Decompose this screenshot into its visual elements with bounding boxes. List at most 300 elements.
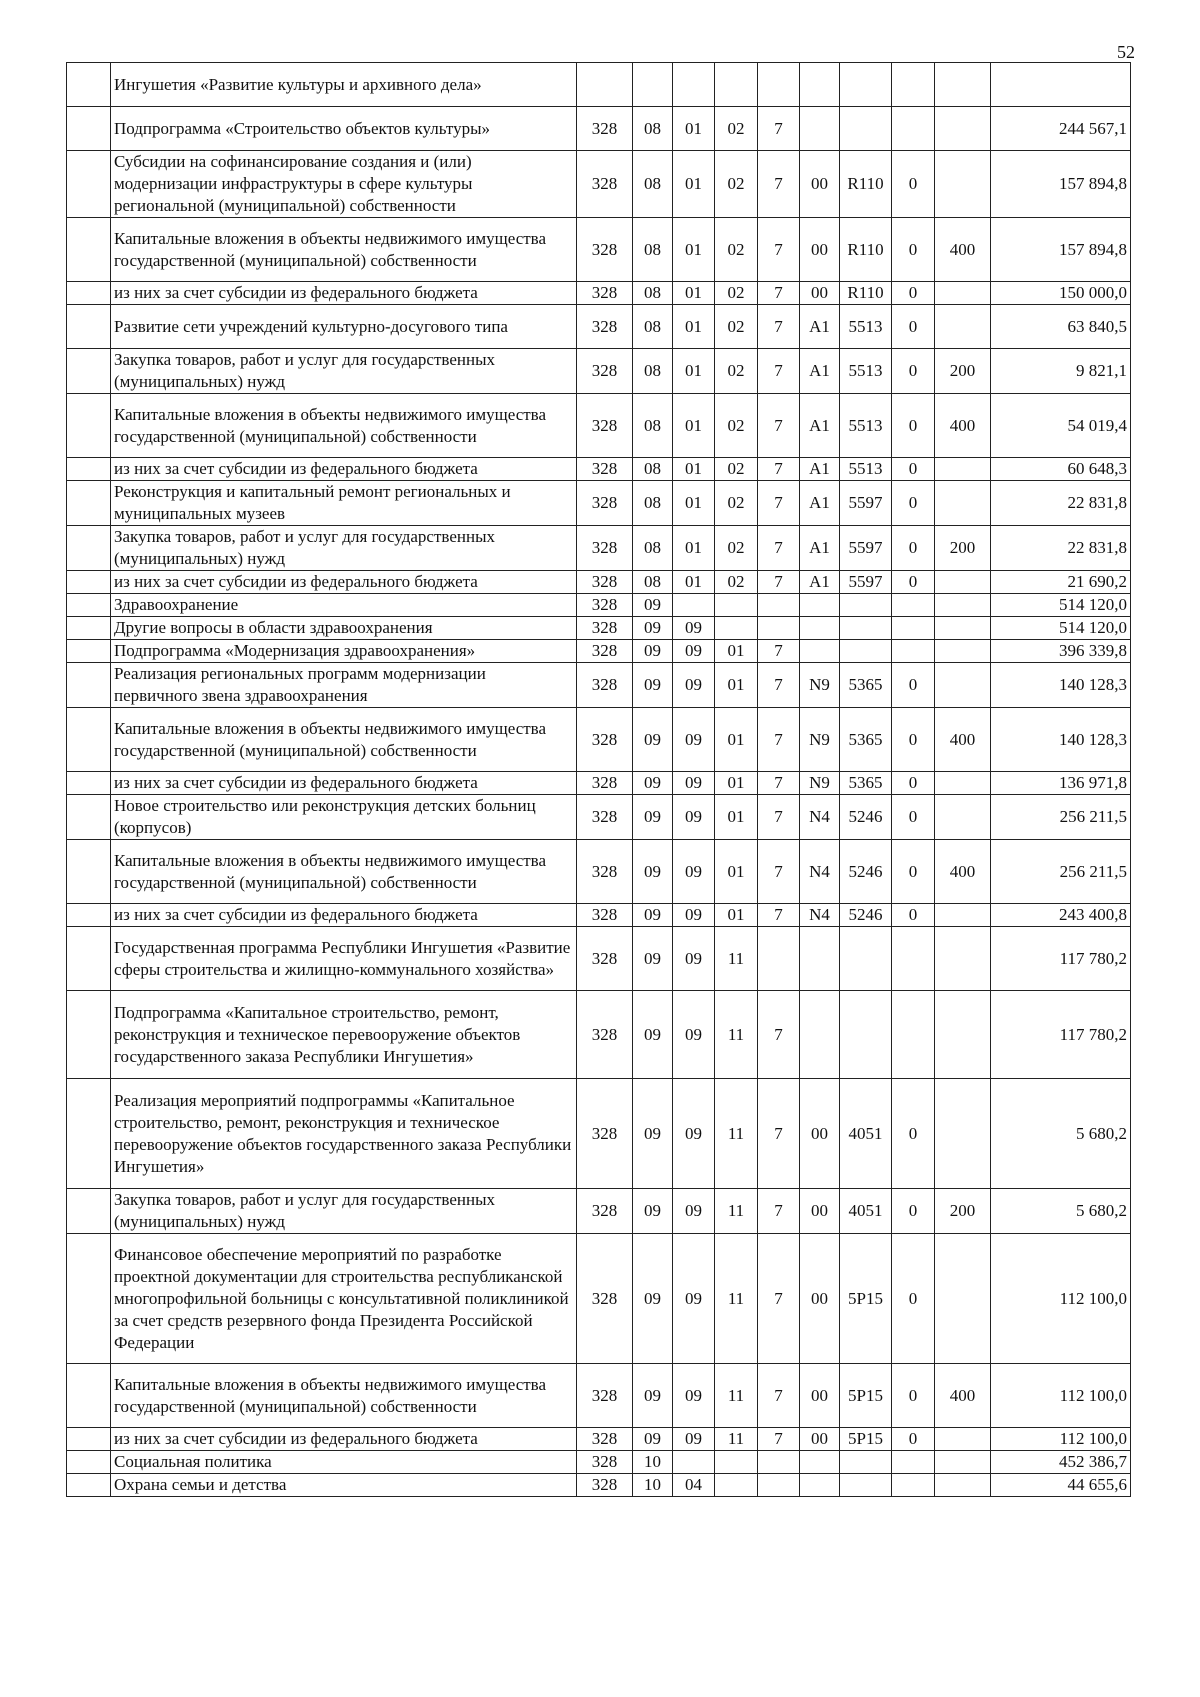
row-number-cell (67, 218, 111, 282)
amount-cell: 22 831,8 (991, 526, 1131, 571)
row-number-cell (67, 349, 111, 394)
amount-cell: 136 971,8 (991, 772, 1131, 795)
code-cell-c5: 7 (758, 481, 800, 526)
code-cell-c2: 09 (633, 840, 673, 904)
row-number-cell (67, 1234, 111, 1364)
row-number-cell (67, 1079, 111, 1189)
code-cell-c9 (935, 795, 991, 840)
code-cell-c5: 7 (758, 526, 800, 571)
code-cell-c4: 02 (715, 394, 758, 458)
code-cell-c1: 328 (577, 305, 633, 349)
code-cell-c2: 10 (633, 1474, 673, 1497)
description-cell: Охрана семьи и детства (111, 1474, 577, 1497)
code-cell-c2: 08 (633, 394, 673, 458)
amount-cell: 5 680,2 (991, 1079, 1131, 1189)
code-cell-c2: 10 (633, 1451, 673, 1474)
code-cell-c6: N4 (800, 904, 840, 927)
code-cell-c2: 09 (633, 617, 673, 640)
code-cell-c9 (935, 904, 991, 927)
description-cell: Реализация региональных программ модернизации первичного звена здравоохранения (111, 663, 577, 708)
code-cell-c6: A1 (800, 458, 840, 481)
code-cell-c1: 328 (577, 663, 633, 708)
amount-cell: 244 567,1 (991, 107, 1131, 151)
code-cell-c8: 0 (892, 772, 935, 795)
code-cell-c2: 09 (633, 991, 673, 1079)
code-cell-c6: N9 (800, 708, 840, 772)
table-row (67, 571, 1131, 594)
code-cell-c6: 00 (800, 282, 840, 305)
table-row (67, 63, 1131, 107)
code-cell-c4: 11 (715, 1428, 758, 1451)
code-cell-c1: 328 (577, 526, 633, 571)
amount-cell: 112 100,0 (991, 1364, 1131, 1428)
code-cell-c8 (892, 991, 935, 1079)
amount-cell: 63 840,5 (991, 305, 1131, 349)
code-cell-c2: 09 (633, 594, 673, 617)
code-cell-c8 (892, 617, 935, 640)
code-cell-c8: 0 (892, 349, 935, 394)
code-cell-c5: 7 (758, 394, 800, 458)
code-cell-c1 (577, 63, 633, 107)
table-row (67, 349, 1131, 394)
code-cell-c9: 200 (935, 349, 991, 394)
row-number-cell (67, 526, 111, 571)
amount-cell: 243 400,8 (991, 904, 1131, 927)
description-cell: из них за счет субсидии из федерального бюджета (111, 904, 577, 927)
table-row (67, 594, 1131, 617)
code-cell-c8: 0 (892, 708, 935, 772)
code-cell-c7: 5246 (840, 904, 892, 927)
code-cell-c4: 02 (715, 151, 758, 218)
row-number-cell (67, 458, 111, 481)
code-cell-c6 (800, 594, 840, 617)
code-cell-c3: 09 (673, 1079, 715, 1189)
row-number-cell (67, 708, 111, 772)
code-cell-c3: 09 (673, 1428, 715, 1451)
amount-cell: 150 000,0 (991, 282, 1131, 305)
code-cell-c4: 02 (715, 571, 758, 594)
code-cell-c3: 01 (673, 107, 715, 151)
code-cell-c3: 09 (673, 708, 715, 772)
code-cell-c4: 01 (715, 708, 758, 772)
table-row (67, 151, 1131, 218)
amount-cell: 157 894,8 (991, 218, 1131, 282)
code-cell-c9: 400 (935, 1364, 991, 1428)
row-number-cell (67, 617, 111, 640)
code-cell-c5: 7 (758, 904, 800, 927)
table-row (67, 1079, 1131, 1189)
code-cell-c5 (758, 594, 800, 617)
code-cell-c3: 09 (673, 927, 715, 991)
code-cell-c1: 328 (577, 904, 633, 927)
code-cell-c5: 7 (758, 349, 800, 394)
code-cell-c8: 0 (892, 795, 935, 840)
code-cell-c7: R110 (840, 218, 892, 282)
row-number-cell (67, 151, 111, 218)
code-cell-c1: 328 (577, 282, 633, 305)
code-cell-c7: 5P15 (840, 1364, 892, 1428)
amount-cell: 9 821,1 (991, 349, 1131, 394)
description-cell: Новое строительство или реконструкция детских больниц (корпусов) (111, 795, 577, 840)
code-cell-c3 (673, 63, 715, 107)
code-cell-c5: 7 (758, 1428, 800, 1451)
code-cell-c7: R110 (840, 151, 892, 218)
table-row (67, 305, 1131, 349)
code-cell-c6 (800, 617, 840, 640)
code-cell-c5: 7 (758, 282, 800, 305)
code-cell-c9: 200 (935, 1189, 991, 1234)
code-cell-c7: 5365 (840, 663, 892, 708)
row-number-cell (67, 394, 111, 458)
code-cell-c3 (673, 594, 715, 617)
row-number-cell (67, 640, 111, 663)
code-cell-c5 (758, 63, 800, 107)
code-cell-c4: 01 (715, 795, 758, 840)
code-cell-c1: 328 (577, 1189, 633, 1234)
code-cell-c2 (633, 63, 673, 107)
code-cell-c8 (892, 1474, 935, 1497)
code-cell-c7: 4051 (840, 1189, 892, 1234)
description-cell: Социальная политика (111, 1451, 577, 1474)
code-cell-c5 (758, 1451, 800, 1474)
code-cell-c1: 328 (577, 151, 633, 218)
code-cell-c5: 7 (758, 218, 800, 282)
amount-cell: 452 386,7 (991, 1451, 1131, 1474)
amount-cell (991, 63, 1131, 107)
code-cell-c6 (800, 107, 840, 151)
row-number-cell (67, 1474, 111, 1497)
table-row (67, 394, 1131, 458)
table-row (67, 795, 1131, 840)
row-number-cell (67, 571, 111, 594)
code-cell-c7: 5513 (840, 458, 892, 481)
code-cell-c8 (892, 1451, 935, 1474)
code-cell-c7 (840, 991, 892, 1079)
code-cell-c4: 02 (715, 218, 758, 282)
description-cell: Развитие сети учреждений культурно-досугового типа (111, 305, 577, 349)
description-cell: Субсидии на софинансирование создания и (или) модернизации инфраструктуры в сфере культуры региональной (муниципальной) собственности (111, 151, 577, 218)
table-row (67, 282, 1131, 305)
code-cell-c2: 08 (633, 481, 673, 526)
code-cell-c8: 0 (892, 282, 935, 305)
code-cell-c3: 09 (673, 1189, 715, 1234)
description-cell: Финансовое обеспечение мероприятий по разработке проектной документации для строительства республиканской многопрофильной больницы с консультативной поликлиникой за счет средств резервного фонда Президента Российской Федерации (111, 1234, 577, 1364)
row-number-cell (67, 594, 111, 617)
code-cell-c4: 02 (715, 282, 758, 305)
code-cell-c9: 400 (935, 708, 991, 772)
code-cell-c3: 09 (673, 991, 715, 1079)
row-number-cell (67, 840, 111, 904)
code-cell-c3: 09 (673, 904, 715, 927)
code-cell-c6: A1 (800, 481, 840, 526)
code-cell-c7: 5246 (840, 840, 892, 904)
code-cell-c1: 328 (577, 349, 633, 394)
description-cell: из них за счет субсидии из федерального бюджета (111, 772, 577, 795)
code-cell-c1: 328 (577, 107, 633, 151)
code-cell-c9 (935, 458, 991, 481)
code-cell-c8 (892, 63, 935, 107)
code-cell-c8: 0 (892, 1079, 935, 1189)
code-cell-c2: 08 (633, 282, 673, 305)
description-cell: Закупка товаров, работ и услуг для государственных (муниципальных) нужд (111, 349, 577, 394)
code-cell-c9 (935, 151, 991, 218)
code-cell-c7: 5513 (840, 305, 892, 349)
row-number-cell (67, 1364, 111, 1428)
code-cell-c4: 01 (715, 663, 758, 708)
code-cell-c1: 328 (577, 1428, 633, 1451)
code-cell-c2: 08 (633, 458, 673, 481)
table-row (67, 458, 1131, 481)
amount-cell: 140 128,3 (991, 708, 1131, 772)
code-cell-c7 (840, 927, 892, 991)
code-cell-c4: 02 (715, 349, 758, 394)
code-cell-c3: 09 (673, 1234, 715, 1364)
code-cell-c2: 08 (633, 526, 673, 571)
code-cell-c5: 7 (758, 640, 800, 663)
page-number: 52 (1117, 42, 1135, 62)
table-row (67, 1451, 1131, 1474)
code-cell-c8 (892, 640, 935, 663)
code-cell-c7: 5P15 (840, 1234, 892, 1364)
description-cell: Реконструкция и капитальный ремонт региональных и муниципальных музеев (111, 481, 577, 526)
code-cell-c7: 5597 (840, 571, 892, 594)
code-cell-c2: 08 (633, 218, 673, 282)
description-cell: из них за счет субсидии из федерального бюджета (111, 571, 577, 594)
code-cell-c6 (800, 640, 840, 663)
table-row (67, 927, 1131, 991)
row-number-cell (67, 1189, 111, 1234)
code-cell-c2: 09 (633, 1428, 673, 1451)
table-row (67, 1234, 1131, 1364)
code-cell-c3: 01 (673, 526, 715, 571)
code-cell-c6 (800, 991, 840, 1079)
code-cell-c9 (935, 63, 991, 107)
code-cell-c1: 328 (577, 991, 633, 1079)
code-cell-c5: 7 (758, 991, 800, 1079)
code-cell-c6 (800, 1451, 840, 1474)
description-cell: Ингушетия «Развитие культуры и архивного дела» (111, 63, 577, 107)
code-cell-c2: 08 (633, 151, 673, 218)
code-cell-c7: 5597 (840, 481, 892, 526)
code-cell-c3: 01 (673, 305, 715, 349)
code-cell-c9: 400 (935, 218, 991, 282)
code-cell-c1: 328 (577, 218, 633, 282)
code-cell-c5: 7 (758, 840, 800, 904)
code-cell-c1: 328 (577, 708, 633, 772)
code-cell-c5: 7 (758, 795, 800, 840)
description-cell: Капитальные вложения в объекты недвижимого имущества государственной (муниципальной) собственности (111, 394, 577, 458)
code-cell-c4: 11 (715, 991, 758, 1079)
amount-cell: 22 831,8 (991, 481, 1131, 526)
code-cell-c8: 0 (892, 663, 935, 708)
code-cell-c7: 5513 (840, 349, 892, 394)
code-cell-c4: 01 (715, 772, 758, 795)
row-number-cell (67, 481, 111, 526)
row-number-cell (67, 305, 111, 349)
code-cell-c5: 7 (758, 1234, 800, 1364)
code-cell-c6: N9 (800, 772, 840, 795)
amount-cell: 44 655,6 (991, 1474, 1131, 1497)
code-cell-c3: 01 (673, 481, 715, 526)
table-row (67, 218, 1131, 282)
code-cell-c4: 11 (715, 1189, 758, 1234)
table-row (67, 640, 1131, 663)
code-cell-c9 (935, 1428, 991, 1451)
code-cell-c8: 0 (892, 458, 935, 481)
code-cell-c9 (935, 991, 991, 1079)
description-cell: Закупка товаров, работ и услуг для государственных (муниципальных) нужд (111, 1189, 577, 1234)
code-cell-c6: A1 (800, 394, 840, 458)
code-cell-c7: 5597 (840, 526, 892, 571)
code-cell-c4 (715, 1474, 758, 1497)
code-cell-c7 (840, 617, 892, 640)
code-cell-c6: 00 (800, 218, 840, 282)
code-cell-c3: 01 (673, 218, 715, 282)
description-cell: Реализация мероприятий подпрограммы «Капитальное строительство, ремонт, реконструкция и техническое перевооружение объектов государственного заказа Республики Ингушетия» (111, 1079, 577, 1189)
amount-cell: 60 648,3 (991, 458, 1131, 481)
row-number-cell (67, 991, 111, 1079)
code-cell-c5: 7 (758, 458, 800, 481)
code-cell-c9 (935, 1079, 991, 1189)
code-cell-c7 (840, 640, 892, 663)
amount-cell: 21 690,2 (991, 571, 1131, 594)
code-cell-c4: 02 (715, 107, 758, 151)
code-cell-c4: 02 (715, 458, 758, 481)
code-cell-c5: 7 (758, 107, 800, 151)
table-row (67, 1364, 1131, 1428)
code-cell-c9 (935, 1451, 991, 1474)
code-cell-c1: 328 (577, 795, 633, 840)
code-cell-c1: 328 (577, 1451, 633, 1474)
code-cell-c9: 400 (935, 394, 991, 458)
code-cell-c6: N4 (800, 795, 840, 840)
code-cell-c9 (935, 640, 991, 663)
code-cell-c5: 7 (758, 1079, 800, 1189)
table-row (67, 772, 1131, 795)
amount-cell: 112 100,0 (991, 1428, 1131, 1451)
code-cell-c7 (840, 1474, 892, 1497)
amount-cell: 140 128,3 (991, 663, 1131, 708)
code-cell-c6: 00 (800, 1079, 840, 1189)
code-cell-c5: 7 (758, 1364, 800, 1428)
code-cell-c5: 7 (758, 708, 800, 772)
code-cell-c3: 09 (673, 617, 715, 640)
table-row (67, 904, 1131, 927)
table-row (67, 1474, 1131, 1497)
code-cell-c9: 400 (935, 840, 991, 904)
table-row (67, 840, 1131, 904)
amount-cell: 256 211,5 (991, 840, 1131, 904)
code-cell-c6: A1 (800, 349, 840, 394)
table-row (67, 708, 1131, 772)
code-cell-c8: 0 (892, 151, 935, 218)
description-cell: из них за счет субсидии из федерального бюджета (111, 458, 577, 481)
code-cell-c8: 0 (892, 218, 935, 282)
code-cell-c4 (715, 63, 758, 107)
description-cell: Закупка товаров, работ и услуг для государственных (муниципальных) нужд (111, 526, 577, 571)
code-cell-c3: 09 (673, 1364, 715, 1428)
code-cell-c2: 09 (633, 1189, 673, 1234)
code-cell-c3: 01 (673, 394, 715, 458)
code-cell-c4: 11 (715, 927, 758, 991)
code-cell-c4: 01 (715, 904, 758, 927)
code-cell-c2: 09 (633, 927, 673, 991)
code-cell-c3: 01 (673, 571, 715, 594)
code-cell-c1: 328 (577, 1234, 633, 1364)
code-cell-c1: 328 (577, 640, 633, 663)
code-cell-c4: 11 (715, 1079, 758, 1189)
code-cell-c7: 4051 (840, 1079, 892, 1189)
table-row (67, 107, 1131, 151)
row-number-cell (67, 927, 111, 991)
code-cell-c9 (935, 481, 991, 526)
code-cell-c8 (892, 927, 935, 991)
code-cell-c3: 09 (673, 840, 715, 904)
row-number-cell (67, 63, 111, 107)
code-cell-c9 (935, 617, 991, 640)
code-cell-c2: 09 (633, 904, 673, 927)
code-cell-c4: 02 (715, 481, 758, 526)
code-cell-c6: N4 (800, 840, 840, 904)
code-cell-c1: 328 (577, 1079, 633, 1189)
amount-cell: 514 120,0 (991, 617, 1131, 640)
budget-table (66, 62, 1131, 1497)
code-cell-c5 (758, 1474, 800, 1497)
row-number-cell (67, 772, 111, 795)
code-cell-c2: 09 (633, 772, 673, 795)
code-cell-c7 (840, 63, 892, 107)
code-cell-c1: 328 (577, 571, 633, 594)
code-cell-c2: 08 (633, 305, 673, 349)
row-number-cell (67, 663, 111, 708)
code-cell-c5 (758, 617, 800, 640)
code-cell-c6 (800, 927, 840, 991)
table-row (67, 991, 1131, 1079)
row-number-cell (67, 795, 111, 840)
table-row (67, 526, 1131, 571)
row-number-cell (67, 107, 111, 151)
code-cell-c5: 7 (758, 1189, 800, 1234)
code-cell-c9 (935, 927, 991, 991)
code-cell-c9: 200 (935, 526, 991, 571)
code-cell-c6 (800, 1474, 840, 1497)
code-cell-c7: 5365 (840, 772, 892, 795)
budget-table-body (67, 63, 1131, 1497)
code-cell-c3: 04 (673, 1474, 715, 1497)
code-cell-c1: 328 (577, 840, 633, 904)
code-cell-c3: 01 (673, 349, 715, 394)
code-cell-c8: 0 (892, 394, 935, 458)
amount-cell: 514 120,0 (991, 594, 1131, 617)
amount-cell: 117 780,2 (991, 991, 1131, 1079)
code-cell-c2: 09 (633, 640, 673, 663)
code-cell-c4 (715, 1451, 758, 1474)
code-cell-c6: 00 (800, 1189, 840, 1234)
code-cell-c4 (715, 594, 758, 617)
description-cell: из них за счет субсидии из федерального бюджета (111, 282, 577, 305)
code-cell-c4: 02 (715, 305, 758, 349)
code-cell-c6: 00 (800, 151, 840, 218)
amount-cell: 396 339,8 (991, 640, 1131, 663)
code-cell-c6: A1 (800, 571, 840, 594)
code-cell-c8: 0 (892, 1428, 935, 1451)
code-cell-c9 (935, 594, 991, 617)
amount-cell: 256 211,5 (991, 795, 1131, 840)
code-cell-c2: 09 (633, 795, 673, 840)
code-cell-c7 (840, 1451, 892, 1474)
code-cell-c2: 09 (633, 663, 673, 708)
code-cell-c3: 01 (673, 458, 715, 481)
